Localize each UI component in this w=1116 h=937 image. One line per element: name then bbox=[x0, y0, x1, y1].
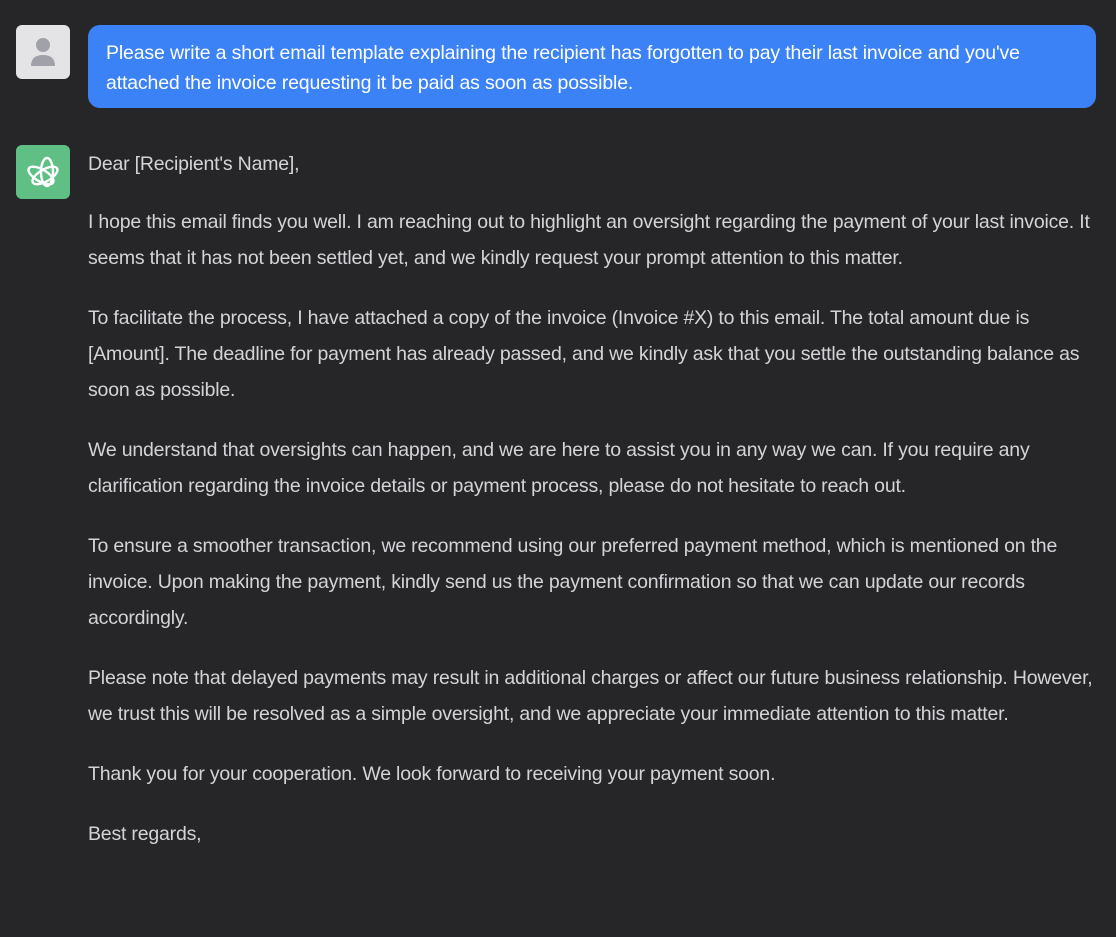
message-paragraph: Please note that delayed payments may result in additional charges or affect our future business relationship. However, we trust this will be resolved as a simple oversight, and we appreciate your immediate attention to this matter. bbox=[88, 667, 1093, 725]
user-icon bbox=[28, 35, 58, 69]
openai-logo-icon bbox=[23, 152, 63, 192]
message-paragraph: To facilitate the process, I have attached a copy of the invoice (Invoice #X) to this email. The total amount due is [Amount]. The deadline for payment has already passed, and we kindly ask that you settle the outstanding balance as soon as possible. bbox=[88, 307, 1080, 401]
message-paragraph: To ensure a smoother transaction, we recommend using our preferred payment method, which is mentioned on the invoice. Upon making the payment, kindly send us the payment confirmation so that we can update our records accordingly. bbox=[88, 535, 1058, 629]
user-avatar bbox=[16, 25, 70, 79]
message-paragraph: We understand that oversights can happen, and we are here to assist you in any way we can. If you require any clarification regarding the invoice details or payment process, please do not hesitate to reach out. bbox=[88, 439, 1030, 497]
sign-off: Best regards, bbox=[88, 823, 202, 845]
user-message-bubble: Please write a short email template explaining the recipient has forgotten to pay their last invoice and you've attached the invoice requesting it be paid as soon as possible. bbox=[88, 25, 1096, 108]
message-paragraph: Thank you for your cooperation. We look forward to receiving your payment soon. bbox=[88, 763, 776, 785]
greeting: Dear [Recipient's Name], bbox=[88, 153, 300, 175]
message-paragraph: I hope this email finds you well. I am reaching out to highlight an oversight regarding the payment of your last invoice. It seems that it has not been settled yet, and we kindly request your prompt attention to this matter. bbox=[88, 211, 1090, 269]
assistant-avatar bbox=[16, 145, 70, 199]
assistant-message bbox=[88, 146, 1098, 876]
